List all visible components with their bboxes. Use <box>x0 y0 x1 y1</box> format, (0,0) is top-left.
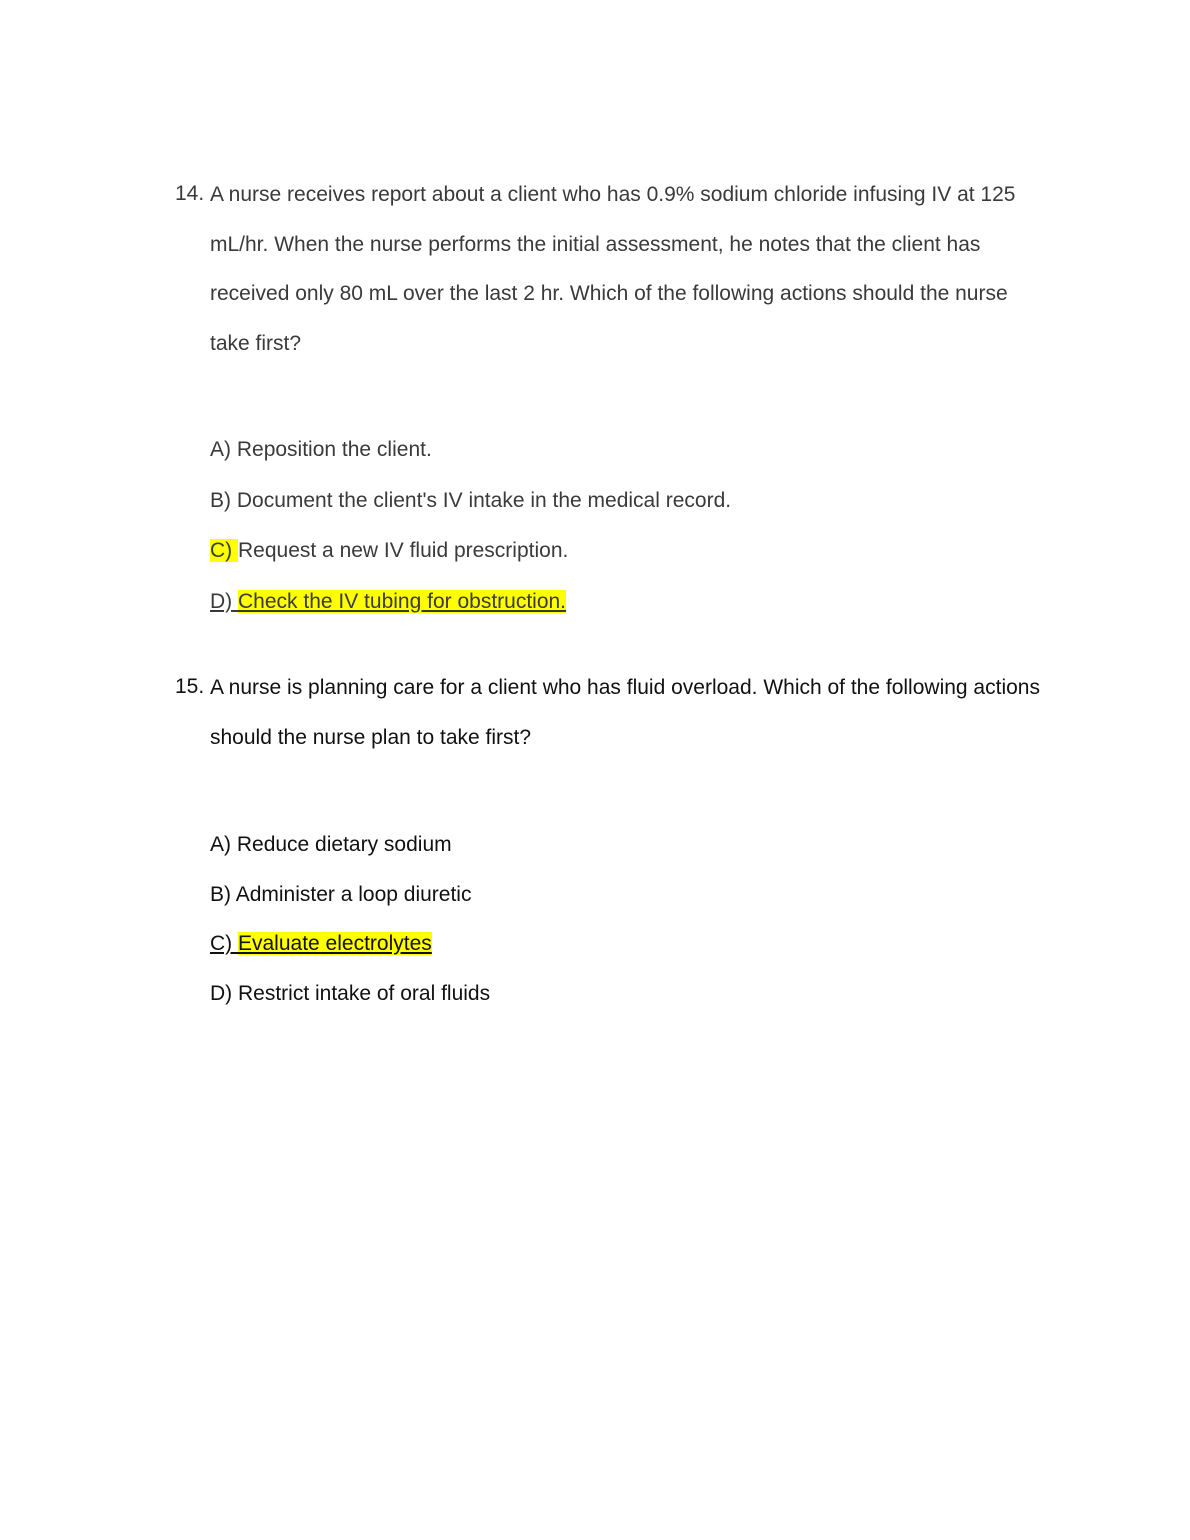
option-letter-underlined: C) <box>210 932 238 955</box>
question-number: 14. <box>175 182 205 205</box>
option-letter: B) <box>210 488 237 512</box>
option-text: Administer a loop diuretic <box>235 882 472 906</box>
option-letter-underlined: D) <box>210 589 238 613</box>
option-text: Document the client's IV intake in the medical record. <box>236 488 732 512</box>
option-15-a <box>210 829 490 879</box>
option-letter-highlighted: C) <box>210 539 238 562</box>
option-15-d <box>210 978 490 1028</box>
question-14-options <box>210 434 731 636</box>
option-letter: A) <box>210 438 237 461</box>
option-text: Reduce dietary sodium <box>236 833 452 856</box>
answer-text-highlighted: Check the IV tubing for obstruction. <box>238 589 567 613</box>
option-14-d-answer <box>210 586 731 637</box>
option-14-a <box>210 434 731 485</box>
option-14-c <box>210 535 731 586</box>
option-15-c-answer <box>210 928 490 978</box>
question-number: 15. <box>175 675 205 698</box>
question-text: A nurse is planning care for a client who has fluid overload. Which of the following actions should the nurse plan to take first? <box>210 676 1040 749</box>
option-letter: A) <box>210 833 237 856</box>
question-14 <box>175 182 1045 368</box>
option-15-b <box>210 879 490 929</box>
option-text: Request a new IV fluid prescription. <box>238 539 569 562</box>
option-text: Restrict intake of oral fluids <box>238 981 491 1005</box>
question-15-options <box>210 829 490 1027</box>
option-letter: B) <box>210 882 236 906</box>
option-text: Reposition the client. <box>236 438 432 461</box>
option-letter: D) <box>210 981 238 1005</box>
question-text: A nurse receives report about a client who has 0.9% sodium chloride infusing IV at 125 mL/hr. When the nurse performs the initial assessment, he notes that the client has received only 80 mL over the last 2 hr. Which of the following actions should the nurse take first? <box>210 183 1016 355</box>
answer-text-highlighted: Evaluate electrolytes <box>238 932 432 955</box>
question-15 <box>175 675 1045 762</box>
option-14-b <box>210 485 731 536</box>
